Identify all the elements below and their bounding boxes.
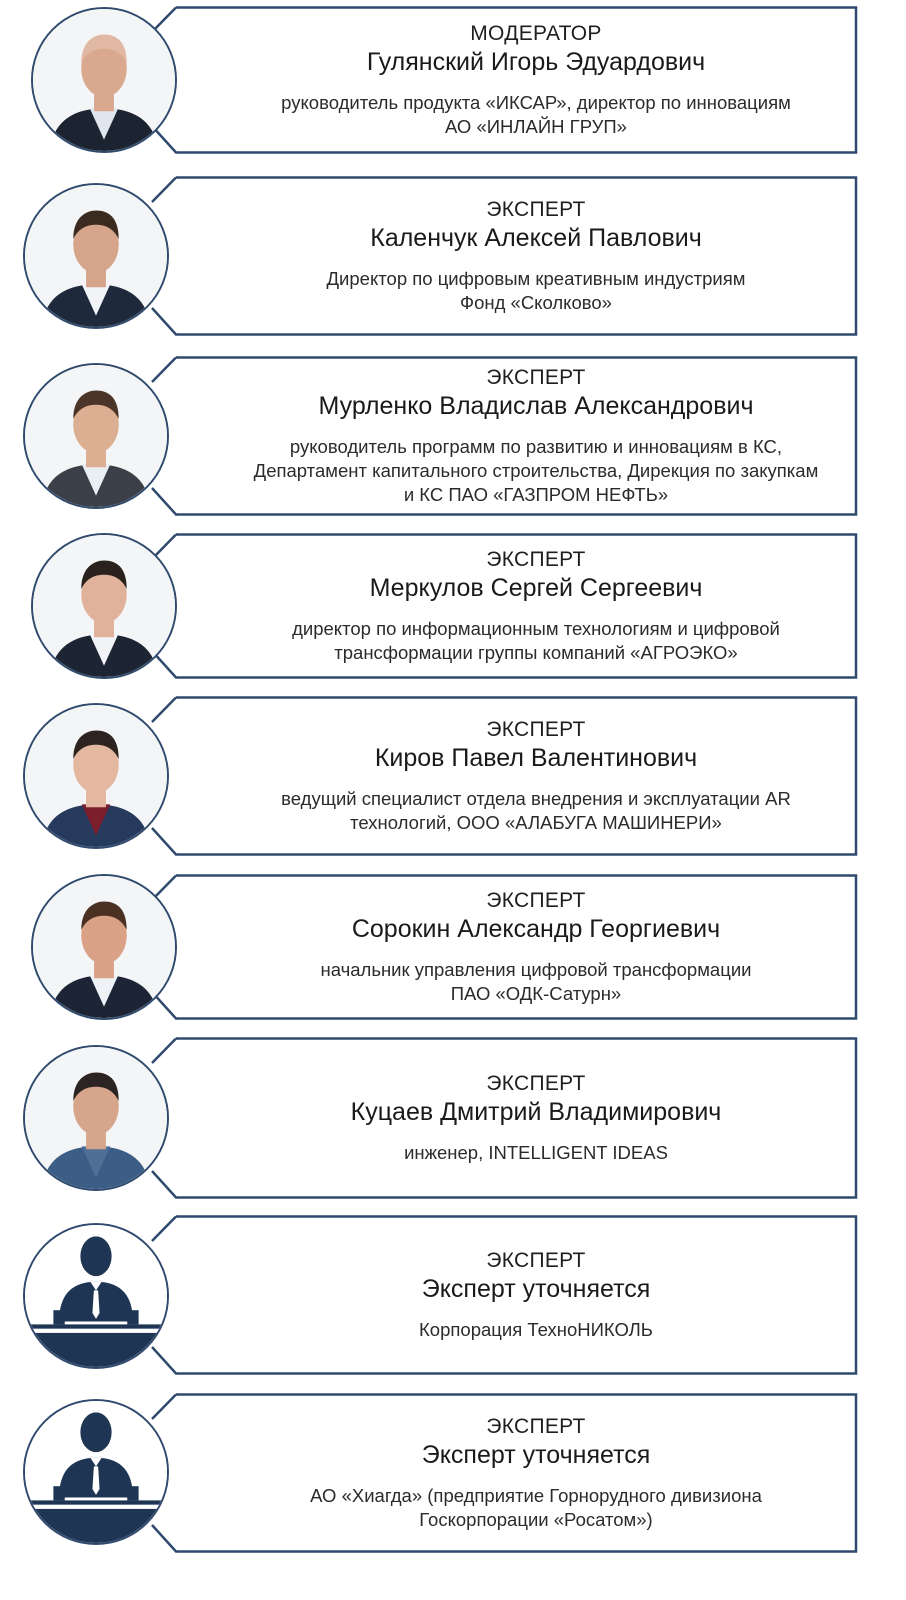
speaker-description: руководитель продукта «ИКСАР», директор по инновациям АО «ИНЛАЙН ГРУП» [281, 92, 791, 137]
speaker-role: ЭКСПЕРТ [486, 1249, 586, 1272]
speaker-name: Куцаев Дмитрий Владимирович [350, 1098, 722, 1126]
speaker-name: Эксперт уточняется [421, 1275, 651, 1303]
speaker-role: ЭКСПЕРТ [486, 718, 586, 741]
speaker-role: ЭКСПЕРТ [486, 889, 586, 912]
speaker-role: ЭКСПЕРТ [486, 198, 586, 221]
speaker-info [200, 1215, 872, 1375]
speaker-role: ЭКСПЕРТ [486, 366, 586, 389]
speaker-name: Меркулов Сергей Сергеевич [369, 574, 703, 602]
speaker-role: ЭКСПЕРТ [486, 1415, 586, 1438]
speaker-photo [23, 1045, 169, 1191]
speaker-name: Эксперт уточняется [421, 1441, 651, 1469]
speaker-role: МОДЕРАТОР [470, 22, 602, 45]
speaker-info [200, 356, 872, 516]
speaker-role: ЭКСПЕРТ [486, 1072, 586, 1095]
speaker-description: инженер, INTELLIGENT IDEAS [404, 1142, 668, 1163]
speaker-photo [31, 7, 177, 153]
speaker-photo [23, 183, 169, 329]
speaker-description: руководитель программ по развитию и инновациям в КС, Департамент капитального строительства, Дирекция по закупкам и КС ПАО «ГАЗПРОМ НЕФТЬ» [253, 436, 819, 505]
speaker-name: Киров Павел Валентинович [374, 744, 698, 772]
speaker-description: директор по информационным технологиям и цифровой трансформации группы компаний «АГРОЭКО» [292, 618, 780, 663]
speaker-info [200, 874, 872, 1020]
speaker-silhouette-icon [23, 1223, 169, 1369]
speaker-info [200, 533, 872, 679]
speaker-info [200, 1037, 872, 1199]
speaker-photo [23, 363, 169, 509]
speaker-role: ЭКСПЕРТ [486, 548, 586, 571]
speaker-description: Директор по цифровым креативным индустриям Фонд «Сколково» [326, 268, 746, 313]
speaker-name: Мурленко Владислав Александрович [318, 392, 754, 420]
speaker-description: Корпорация ТехноНИКОЛЬ [419, 1319, 653, 1340]
speaker-photo [23, 703, 169, 849]
speaker-name: Сорокин Александр Георгиевич [351, 915, 721, 943]
speaker-info [200, 696, 872, 856]
speaker-photo [31, 874, 177, 1020]
speaker-description: АО «Хиагда» (предприятие Горнорудного дивизиона Госкорпорации «Росатом») [310, 1485, 762, 1530]
speaker-name: Гулянский Игорь Эдуардович [366, 48, 706, 76]
speaker-description: начальник управления цифровой трансформации ПАО «ОДК-Сатурн» [320, 959, 752, 1004]
speaker-info [200, 6, 872, 154]
speaker-silhouette-icon [23, 1399, 169, 1545]
speaker-info [200, 176, 872, 336]
speaker-info [200, 1393, 872, 1553]
speaker-name: Каленчук Алексей Павлович [370, 224, 702, 252]
speaker-description: ведущий специалист отдела внедрения и эксплуатации AR технологий, ООО «АЛАБУГА МАШИНЕРИ» [281, 788, 791, 833]
speaker-photo [31, 533, 177, 679]
